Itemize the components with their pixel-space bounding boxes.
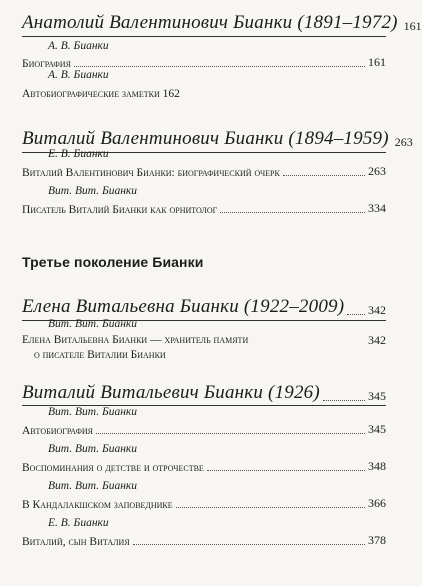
- entry-row: [22, 54, 386, 70]
- entry-author: А. В. Бианки: [48, 69, 109, 81]
- page-number: 348: [368, 459, 386, 473]
- section-title-row: [22, 124, 413, 150]
- entry-title-line-2: о писателе Виталии Бианки: [34, 349, 166, 361]
- page-number: 334: [368, 201, 386, 215]
- entry-row: [22, 200, 386, 216]
- entry-row: [22, 458, 386, 474]
- entry-row: [22, 421, 386, 437]
- entry-author: Вит. Вит. Бианки: [48, 443, 138, 455]
- entry-author: А. В. Бианки: [48, 40, 109, 52]
- leader-dots: [74, 65, 365, 67]
- entry-row: [22, 84, 386, 100]
- leader-dots: [207, 469, 365, 471]
- leader-dots: [176, 506, 365, 508]
- leader-dots: [96, 432, 365, 434]
- page-number: 161: [368, 55, 386, 69]
- entry-title: Автобиографические заметки 162: [22, 88, 180, 100]
- entry-row: [22, 495, 386, 511]
- page-number: 161: [403, 19, 422, 33]
- entry-row: [22, 163, 386, 179]
- entry-author: Вит. Вит. Бианки: [48, 480, 138, 492]
- entry-title: Писатель Виталий Бианки как орнитолог: [22, 204, 218, 216]
- entry-multiline: [22, 333, 386, 363]
- entry-title: Виталий, сын Виталия: [22, 536, 130, 548]
- page-number: 342: [368, 303, 386, 317]
- page-number: 345: [368, 389, 386, 403]
- entry-row: [22, 532, 386, 548]
- page-number: 342: [368, 333, 386, 347]
- leader-dots: [323, 399, 365, 401]
- entry-title: Биография: [22, 58, 71, 70]
- generation-heading: Третье поколение Бианки: [22, 254, 204, 270]
- leader-dots: [283, 174, 365, 176]
- leader-dots: [133, 543, 365, 545]
- entry-title: Виталий Валентинович Бианки: биографический очерк: [22, 167, 280, 179]
- leader-dots: [347, 313, 365, 315]
- page-number: 378: [368, 533, 386, 547]
- section-title-row: [22, 378, 386, 404]
- entry-title: В Кандалакшском заповеднике: [22, 499, 173, 511]
- section-rule: [22, 36, 386, 37]
- page-number: 263: [368, 164, 386, 178]
- section-title-row: [22, 292, 386, 318]
- page-number: 366: [368, 496, 386, 510]
- page-number: 345: [368, 422, 386, 436]
- section-title: Анатолий Валентинович Бианки (1891–1972): [22, 12, 398, 33]
- section-title: Виталий Витальевич Бианки (1926): [22, 382, 320, 403]
- entry-author: Вит. Вит. Бианки: [48, 406, 138, 418]
- leader-dots: [220, 211, 365, 213]
- section-title-row: [22, 8, 422, 34]
- entry-title: Автобиография: [22, 425, 94, 437]
- entry-author: Е. В. Бианки: [48, 517, 109, 529]
- entry-title-line-1: Елена Витальевна Бианки — хранитель памяти: [22, 334, 249, 346]
- entry-author: Вит. Вит. Бианки: [48, 318, 138, 330]
- entry-author: Е. В. Бианки: [48, 148, 109, 160]
- section-title: Виталий Валентинович Бианки (1894–1959): [22, 128, 389, 149]
- entry-title: Воспоминания о детстве и отрочестве: [22, 462, 204, 474]
- section-title: Елена Витальевна Бианки (1922–2009): [22, 296, 345, 317]
- page-number: 263: [394, 135, 413, 149]
- entry-author: Вит. Вит. Бианки: [48, 185, 138, 197]
